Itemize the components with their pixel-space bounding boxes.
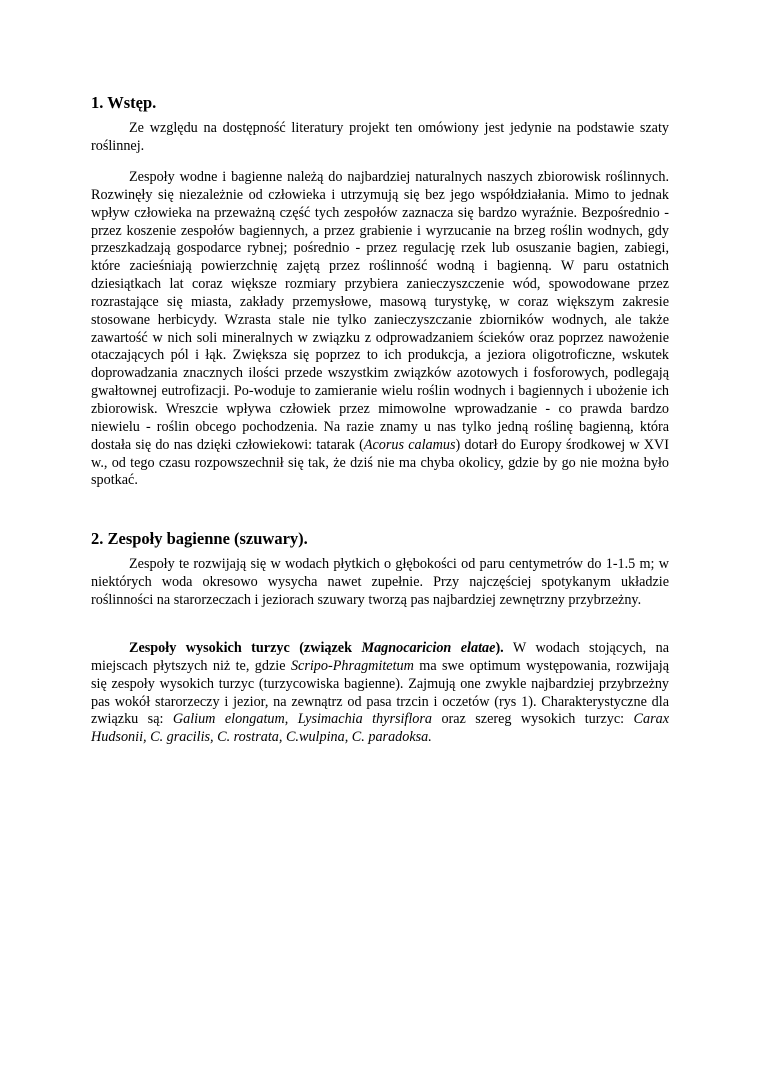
text-run: W wodach stojących, na miejscach płytszych niż te, gdzie: [91, 640, 670, 674]
text-run: Zespoły wysokich turzyc (związek: [129, 640, 362, 656]
section-heading-marsh-communities: 2. Zespoły bagienne (szuwary).: [91, 529, 308, 548]
latin-name-scripo: Scripo-Phragmitetum: [290, 657, 414, 674]
paragraph-human-impact: [91, 169, 669, 490]
latin-name-acorus: Acorus calamus: [363, 436, 456, 453]
section-heading-introduction: 1. Wstęp.: [91, 93, 157, 112]
text-run: oraz szereg wysokich turzyc:: [432, 711, 634, 728]
text-run: ma swe optimum występowania, rozwijają się zespoły wysokich turzyc (turzycowiska bagienne). Zajmują one zwykle najbardziej przybrzeżny pas wokół starorzeczy i jezior, na zewnątrz od pasa trzcin i oczetów (rys 1). Charakterystyczne dla związku są:: [91, 657, 669, 728]
latin-name-galium: Galium elongatum: [172, 711, 285, 728]
paragraph-intro: Ze względu na dostępność literatury projekt ten omówiony jest jedynie na podstawie szaty roślinnej.: [91, 120, 669, 154]
latin-name-carex-list: Carax Hudsonii, C. gracilis, C. rostrata, C.wulpina, C. paradoksa.: [91, 711, 669, 746]
paragraph-magnocaricion: [91, 640, 669, 747]
latin-name-magnocaricion: Magnocaricion elatae: [361, 640, 496, 656]
subheading-run: [129, 640, 504, 656]
paragraph-marsh-description: Zespoły te rozwijają się w wodach płytkich o głębokości od paru centymetrów do 1-1.5 m; w niektórych woda okresowo wysycha nawet zupełnie. Przy najczęściej spotykanym układzie roślinności na starorzeczach i jeziorach szuwary tworzą pas najbardziej zewnętrzny przybrzeżny.: [91, 556, 669, 608]
text-run: ,: [284, 711, 298, 728]
text-run: ).: [495, 640, 504, 656]
text-run: ) dotarł do Europy środkowej w XVI w., od tego czasu rozpowszechnił się tak, że dziś nie ma chyba okolicy, gdzie by go nie można było spotkać.: [91, 436, 669, 489]
latin-name-lysimachia: Lysimachia thyrsiflora: [297, 711, 433, 728]
text-run: Zespoły wodne i bagienne należą do najbardziej naturalnych naszych zbiorowisk roślinnych. Rozwinęły się niezależnie od człowieka i utrzymują się bez jego współdziałania. Mimo to jednak wpływ człowieka na przeważną część tych zespołów zaznacza się bardzo wyraźnie. Bezpośrednio - przez koszenie zespołów bagiennych, a przez grabienie i wyrzucanie na brzeg roślin wodnych, gdy przeszkadzają gospodarce rybnej; pośrednio - przez regulację rzek lub osuszanie bagien, zabiegi, które zacieśniają powierzchnię zajętą przez roślinność wodną i bagienną. W paru ostatnich dziesiątkach lat coraz większe rozmiary przybiera zanieczyszczenie wód, spowodowane przez rozrastające się miasta, zakłady przemysłowe, masową turystykę, w coraz większym zakresie stosowane herbicydy. Wzrasta stale nie tylko zanieczyszczanie zbiorników wodnych, ale także zawartość w nich soli mineralnych w związku z odprowadzaniem ścieków oraz poprzez nawożenie otaczających pól i łąk. Zwiększa się poprzez to ich produkcja, a jeziora oligotroficzne, wskutek doprowadzania znacznych ilości przede wszystkim związków azotowych i fosforowych, podlegają gwałtownej eutrofizacji. Po-woduje to zamieranie wielu roślin wodnych i bagiennych i ubożenie ich zbiorowisk. Wreszcie wpływa człowiek przez mimowolne wprowadzanie - co prawda bardzo niewielu - roślin obcego pochodzenia. Na razie znamy u nas tylko jedną roślinę bagienną, która dostała się do nas dzięki człowiekowi: tatarak (: [91, 169, 669, 453]
